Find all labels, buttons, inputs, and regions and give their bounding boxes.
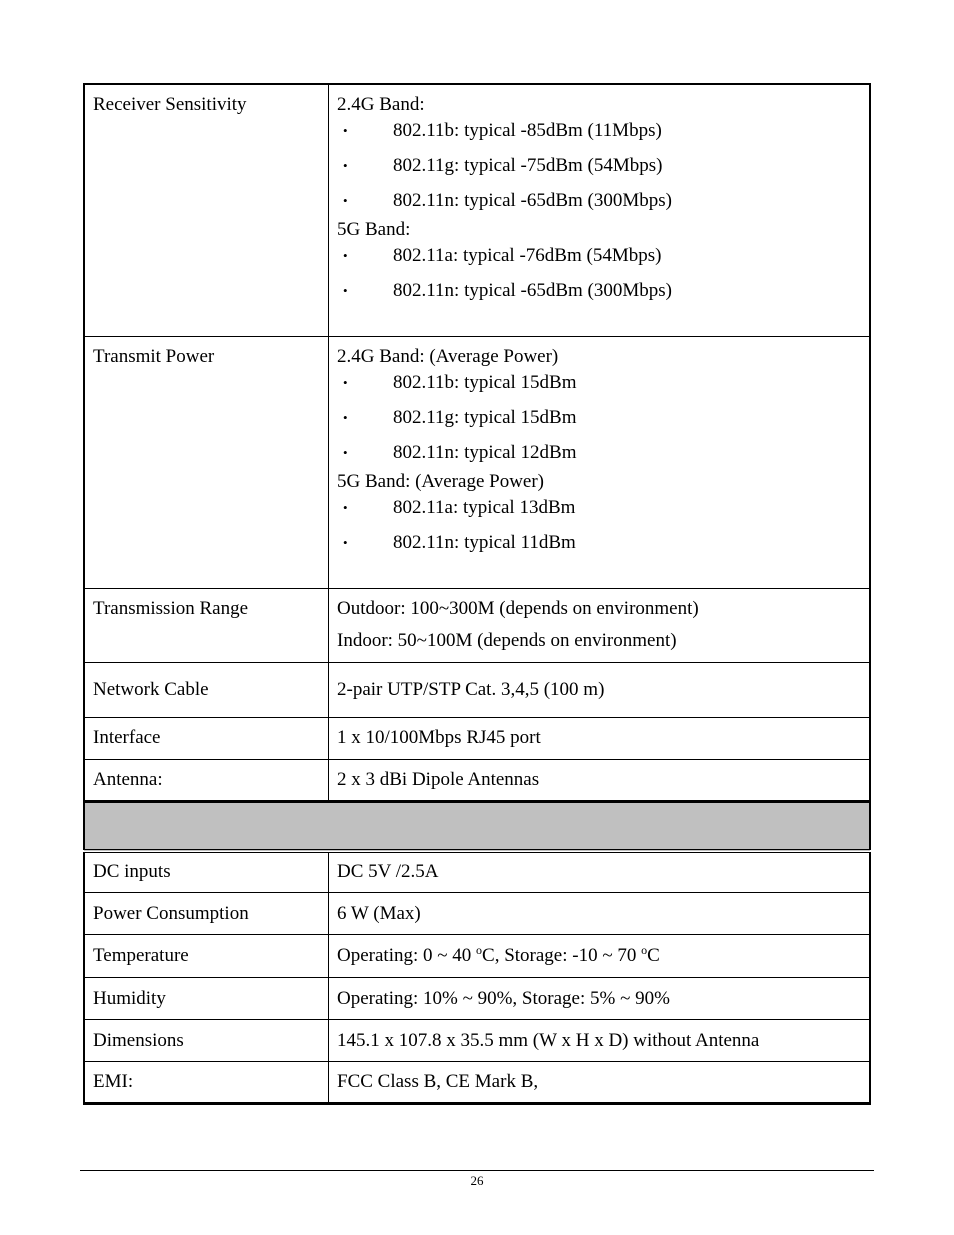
row-label <box>84 662 329 717</box>
list-item-text: 802.11n: typical -65dBm (300Mbps) <box>393 280 672 301</box>
antenna-value: 2 x 3 dBi Dipole Antennas <box>337 768 540 790</box>
band-24-heading: 2.4G Band: (Average Power) <box>337 345 559 367</box>
row-value <box>329 978 871 1020</box>
row-label <box>84 978 329 1020</box>
row-label <box>84 717 329 759</box>
interface-label: Interface <box>93 727 161 748</box>
row-value <box>329 1020 871 1062</box>
list-item-text: 802.11a: typical 13dBm <box>393 496 576 518</box>
row-value <box>329 717 871 759</box>
list-item-text: 802.11g: typical 15dBm <box>393 406 577 428</box>
list-item-text: 802.11g: typical -75dBm (54Mbps) <box>393 155 663 176</box>
row-value <box>329 662 871 717</box>
temperature-operating-text: Operating: 0 ~ 40 <box>337 945 477 966</box>
row-label <box>84 851 329 893</box>
row-value <box>329 893 871 935</box>
temperature-unit-text: C <box>647 945 660 966</box>
row-label <box>84 935 329 978</box>
bullet-icon: • <box>343 444 348 460</box>
table-row <box>84 84 870 336</box>
table-row <box>84 662 870 717</box>
dimensions-value: 145.1 x 107.8 x 35.5 mm (W x H x D) without Antenna <box>337 1029 760 1051</box>
table-row <box>84 978 870 1020</box>
band-5-heading: 5G Band: (Average Power) <box>337 470 544 492</box>
bullet-icon: • <box>343 534 348 550</box>
antenna-label: Antenna: <box>93 768 163 790</box>
transmission-range-outdoor: Outdoor: 100~300M (depends on environment) <box>337 597 699 619</box>
band-24-heading: 2.4G Band: <box>337 94 425 115</box>
humidity-value: Operating: 10% ~ 90%, Storage: 5% ~ 90% <box>337 987 670 1009</box>
page-number: 26 <box>470 1173 484 1188</box>
bullet-list <box>337 114 869 219</box>
bullet-icon: • <box>343 499 348 515</box>
band-5-heading: 5G Band: <box>337 219 411 240</box>
dimensions-label: Dimensions <box>93 1029 184 1051</box>
bullet-list <box>337 366 869 471</box>
table-row <box>84 851 870 893</box>
row-value <box>329 84 871 336</box>
row-label <box>84 1020 329 1062</box>
list-item <box>337 239 869 274</box>
footer-divider <box>80 1170 874 1171</box>
dc-inputs-value: DC 5V /2.5A <box>337 861 439 883</box>
row-value <box>329 336 871 588</box>
bullet-icon: • <box>343 248 348 263</box>
list-item <box>337 526 869 561</box>
table-row <box>84 759 870 801</box>
list-item <box>337 149 869 184</box>
list-item-text: 802.11b: typical -85dBm (11Mbps) <box>393 120 662 141</box>
row-value <box>329 759 871 801</box>
row-label <box>84 759 329 801</box>
list-item-text: 802.11n: typical 12dBm <box>393 441 577 463</box>
temperature-storage-text: C, Storage: -10 ~ 70 <box>482 945 642 966</box>
table-row <box>84 1020 870 1062</box>
list-item-text: 802.11a: typical -76dBm (54Mbps) <box>393 245 662 266</box>
table-row <box>84 1062 870 1104</box>
row-value <box>329 935 871 978</box>
row-value <box>329 851 871 893</box>
specifications-table <box>83 83 871 1105</box>
row-label <box>84 1062 329 1104</box>
list-item <box>337 274 869 309</box>
list-item <box>337 366 869 401</box>
transmission-range-indoor: Indoor: 50~100M (depends on environment) <box>337 629 677 651</box>
bullet-list <box>337 491 869 561</box>
row-value <box>329 1062 871 1104</box>
bullet-icon: • <box>343 283 348 298</box>
transmit-power-label: Transmit Power <box>93 345 215 367</box>
bullet-list <box>337 239 869 309</box>
row-label <box>84 336 329 588</box>
list-item-text: 802.11n: typical -65dBm (300Mbps) <box>393 190 672 211</box>
power-consumption-label: Power Consumption <box>93 902 249 924</box>
list-item <box>337 491 869 526</box>
temperature-label: Temperature <box>93 945 189 966</box>
list-item <box>337 401 869 436</box>
dc-inputs-label: DC inputs <box>93 861 171 883</box>
table-row <box>84 893 870 935</box>
section-header-band <box>84 801 870 851</box>
list-item-text: 802.11b: typical 15dBm <box>393 371 577 393</box>
bullet-icon: • <box>343 158 348 173</box>
power-consumption-value: 6 W (Max) <box>337 902 421 924</box>
list-item <box>337 114 869 149</box>
degree-symbol: o <box>476 943 483 957</box>
table-row <box>84 588 870 662</box>
humidity-label: Humidity <box>93 987 166 1009</box>
receiver-sensitivity-label: Receiver Sensitivity <box>93 94 247 115</box>
temperature-value <box>337 945 869 967</box>
bullet-icon: • <box>343 123 348 138</box>
list-item-text: 802.11n: typical 11dBm <box>393 531 576 553</box>
network-cable-label: Network Cable <box>93 678 209 700</box>
emi-value: FCC Class B, CE Mark B, <box>337 1071 539 1092</box>
list-item <box>337 436 869 471</box>
table-row <box>84 935 870 978</box>
section-header-cell <box>84 801 870 851</box>
row-label <box>84 588 329 662</box>
interface-value: 1 x 10/100Mbps RJ45 port <box>337 727 541 748</box>
row-value <box>329 588 871 662</box>
list-item <box>337 184 869 219</box>
table-row <box>84 336 870 588</box>
emi-label: EMI: <box>93 1071 134 1092</box>
table-row <box>84 717 870 759</box>
transmission-range-label: Transmission Range <box>93 597 249 619</box>
row-label <box>84 84 329 336</box>
bullet-icon: • <box>343 193 348 208</box>
row-label <box>84 893 329 935</box>
degree-symbol: o <box>641 943 648 957</box>
bullet-icon: • <box>343 374 348 390</box>
bullet-icon: • <box>343 409 348 425</box>
network-cable-value: 2-pair UTP/STP Cat. 3,4,5 (100 m) <box>337 678 605 700</box>
